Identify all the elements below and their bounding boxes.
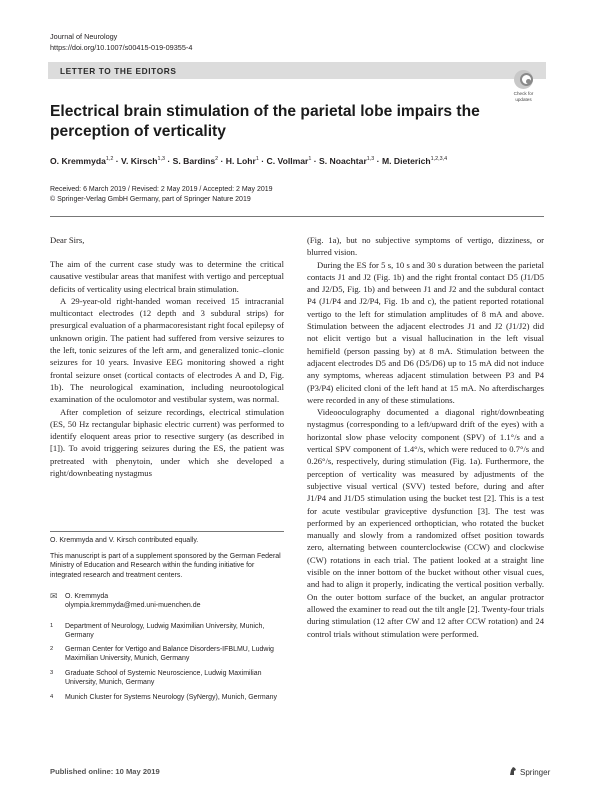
journal-name: Journal of Neurology xyxy=(50,32,118,41)
doi-link[interactable]: https://doi.org/10.1007/s00415-019-09355-4 xyxy=(50,43,193,52)
body-column-right xyxy=(307,234,544,640)
affiliation-text: Munich Cluster for Systems Neurology (SyNergy), Munich, Germany xyxy=(65,694,278,701)
author-name[interactable]: H. Lohr xyxy=(225,156,256,166)
salutation: Dear Sirs, xyxy=(50,235,85,245)
correspondence-name: O. Kremmyda xyxy=(65,593,109,600)
author-name[interactable]: S. Bardins xyxy=(172,156,216,166)
author-affiliation-marker: 1,3 xyxy=(157,156,165,162)
paragraph: (Fig. 1a), but no subjective symptoms of vertigo, dizziness, or blurred vision. xyxy=(307,235,544,258)
affiliation-number: 2 xyxy=(50,646,54,652)
check-updates-label-line1: Check for xyxy=(513,91,534,96)
author-affiliation-marker: 1,3 xyxy=(366,156,375,162)
affiliation-number: 3 xyxy=(50,670,54,676)
header-divider xyxy=(50,216,544,217)
paragraph: A 29-year-old right-handed woman received 15 intracranial multicontact electrodes (12 depth and 3 subdural strips) for presurgical evaluation of a pharmacoresistant right focal epilepsy of unknown origin. The patient had suffered from versive seizures to the left, tonic seizures of the left arm, and generalized tonic–clonic seizures for 10 years. Invasive EEG monitoring showed a right frontal seizure onset (cortical contacts of electrodes A and D, Fig. 1b). The neurological examination, including neurootological examination of the oculomotor and vestibular system, was normal. xyxy=(50,295,284,405)
correspondence-email[interactable]: olympia.kremmyda@med.uni-muenchen.de xyxy=(65,602,201,610)
author-affiliation-marker: 1 xyxy=(255,156,259,162)
paragraph: The aim of the current case study was to determine the critical causative vestibular areas that manifest with vertigo and perceptual deficits of verticality using electrical brain stimulation. xyxy=(50,259,284,294)
envelope-icon: ✉ xyxy=(50,591,58,601)
body-column-left-text xyxy=(50,258,284,479)
author-name[interactable]: C. Vollmar xyxy=(266,156,309,166)
author-affiliation-marker: 1,2,3,4 xyxy=(430,156,448,162)
author-name[interactable]: V. Kirsch xyxy=(121,156,158,166)
paragraph: Videooculography documented a diagonal right/downbeating nystagmus (corresponding to a left/upward drift of the eyes) with a horizontal slow phase velocity component (SPV) of 1.1°/s and a vertical SPV component of 1.4°/s, which were reduced to 0.7°/s and 0.26°/s, respectively, during stimulation (Fig. 1a). Furthermore, the perception of verticality was measured by adjustments of the subjective visual vertical (SVV) tested before, during and after J1/P4 and J1/D5 stimulation using the bucket test [2]. This is a test for acute vestibular graviceptive dysfunction [3]. The test was performed by an experienced orthoptician, who rotated the bucket manually and slowly from a randomized offset position towards zero, alternating between counterclockwise (CCW) and clockwise (CW) rotations in each trial. The patient looked at a straight line visible on the inner bottom of the bucket without other visual cues, and had to align it properly, indicating the vertical position verbally. On the outer bottom surface of the bucket, an angular protractor allowed the examiner to read out the tilt angle [2]. Twenty-four trials during stimulation (12 after CW and 12 after CCW rotation) and 24 control trials without stimulation were performed. xyxy=(307,407,544,639)
published-online: Published online: 10 May 2019 xyxy=(50,767,160,776)
affiliation-text: Department of Neurology, Ludwig Maximilian University, Munich, Germany xyxy=(65,623,265,640)
article-title: Electrical brain stimulation of the parietal lobe impairs the perception of verticality xyxy=(50,103,480,140)
body-column-left xyxy=(50,234,284,246)
affiliation xyxy=(50,693,284,713)
affiliation-number: 1 xyxy=(50,623,54,629)
equal-contribution-note: O. Kremmyda and V. Kirsch contributed equally. xyxy=(50,537,199,544)
supplement-note: This manuscript is part of a supplement sponsored by the German Federal Ministry of Education and Research within the funding initiative for integrated research and treatment centers. xyxy=(50,553,281,579)
correspondence xyxy=(50,592,284,614)
springer-horse-icon xyxy=(509,766,517,776)
author-name[interactable]: S. Noachtar xyxy=(319,156,367,166)
author-affiliation-marker: 1,2 xyxy=(105,156,114,162)
author-list xyxy=(50,156,550,166)
paragraph: After completion of seizure recordings, electrical stimulation (ES, 50 Hz rectangular biphasic electric current) was performed to identify eloquent areas prior to resective surgery (as described in [1]). To avoid triggering seizures during the ES, the patient was pretreated with phenytoin, under which she developed a right/downbeating nystagmus xyxy=(50,406,284,479)
author-name[interactable]: M. Dieterich xyxy=(381,156,431,166)
author-separator: · xyxy=(113,156,122,166)
author-separator: · xyxy=(374,156,382,166)
affiliation-number: 4 xyxy=(50,694,54,700)
affiliation-text: Graduate School of Systemic Neuroscience, Ludwig Maximilian University, Munich, Germany xyxy=(65,670,262,687)
affiliation xyxy=(50,669,284,689)
author-separator: · xyxy=(218,156,226,166)
author-affiliation-marker: 2 xyxy=(215,156,219,162)
copyright-notice: © Springer-Verlag GmbH Germany, part of Springer Nature 2019 xyxy=(50,196,251,203)
affiliation-text: German Center for Vertigo and Balance Disorders-IFBLMU, Ludwig Maximilian University, Munich, Germany xyxy=(65,646,274,663)
section-label: LETTER TO THE EDITORS xyxy=(60,65,177,76)
check-updates-label-line2: updates xyxy=(515,97,532,102)
check-for-updates-badge[interactable] xyxy=(511,70,536,105)
footnote-divider xyxy=(50,531,284,532)
paragraph: During the ES for 5 s, 10 s and 30 s duration between the parietal contacts J1 and J2 (Fig. 1b) and the right frontal contact D5 (J1/D5 and J2/D5, Fig. 1b) and between J1 and J2 and the subdural contact P4 (J1/P4 and J2/P4, Fig. 1b and c), the patient reported rotational vertigo to the left for stimulation amplitudes of 8 mA and above. Stimulation between the adjacent electrodes J1 and J2 (J1/J2) did not elicit vertigo but a visual hallucination in the left visual hemifield (person passing by) at 8 mA. Stimulation between the adjacent electrodes D5 and D6 (D5/D6) up to 15 mA did not induce any symptoms, whereas adjacent stimulation between P3 and P4 (P3/P4) elicited cloni of the left hand at 15 mA. No afterdischarges were recorded in any of these stimulations. xyxy=(307,259,544,405)
article-dates: Received: 6 March 2019 / Revised: 2 May 2019 / Accepted: 2 May 2019 xyxy=(50,186,273,193)
author-name[interactable]: O. Kremmyda xyxy=(50,156,106,166)
publisher-logo[interactable] xyxy=(509,766,550,777)
author-affiliation-marker: 1 xyxy=(308,156,312,162)
check-updates-icon xyxy=(514,70,533,89)
affiliation xyxy=(50,622,284,642)
publisher-name: Springer xyxy=(520,768,551,777)
author-separator: · xyxy=(311,156,320,166)
author-separator: · xyxy=(165,156,173,166)
author-separator: · xyxy=(258,156,267,166)
affiliation xyxy=(50,645,284,665)
